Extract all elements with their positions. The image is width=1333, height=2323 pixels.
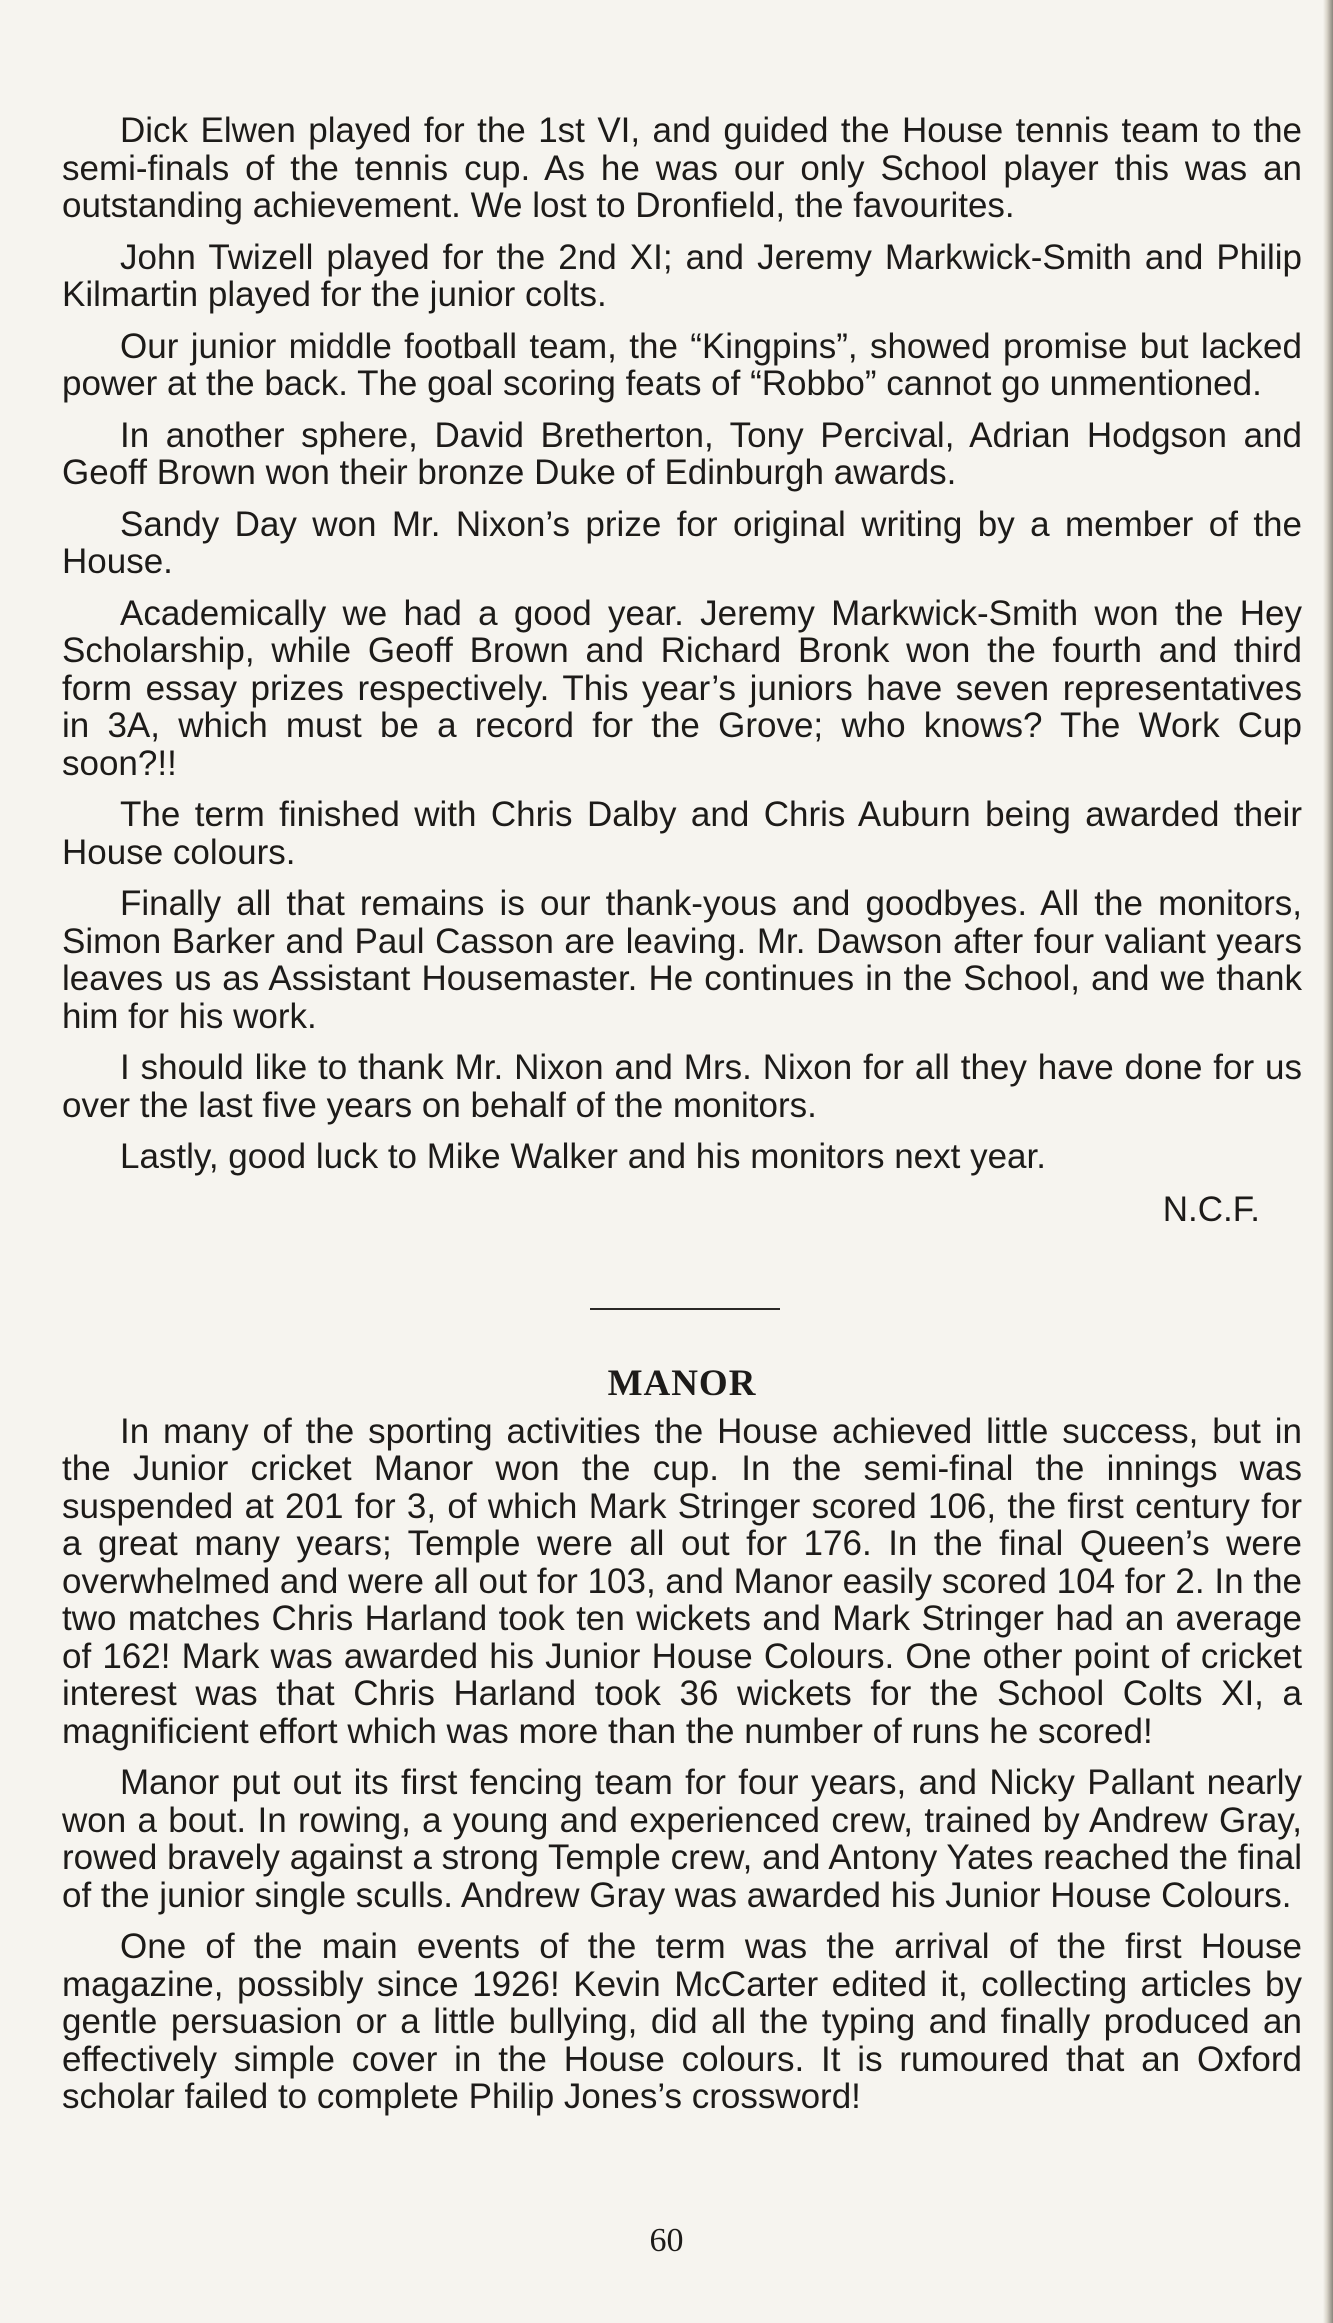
page-body <box>62 112 1302 2130</box>
grove-paragraph: Finally all that remains is our thank-yous and goodbyes. All the monitors, Simon Barker and Paul Casson are leaving. Mr. Dawson after four valiant years leaves us as Assistant Housemaster. He continues in the School, and we thank him for his work. <box>62 884 1302 1036</box>
grove-paragraph: John Twizell played for the 2nd XI; and Jeremy Markwick-Smith and Philip Kilmartin played for the junior colts. <box>62 237 1302 314</box>
grove-paragraph: Lastly, good luck to Mike Walker and his monitors next year. <box>120 1137 1046 1176</box>
page-edge-shadow <box>1323 0 1333 2323</box>
page-number: 60 <box>649 2222 684 2259</box>
grove-paragraph: Our junior middle football team, the “Kingpins”, showed promise but lacked power at the back. The goal scoring feats of “Robbo” cannot go unmentioned. <box>62 326 1302 403</box>
grove-paragraph: The term finished with Chris Dalby and Chris Auburn being awarded their House colours. <box>62 795 1302 872</box>
section-divider <box>590 1308 780 1310</box>
grove-paragraph: Sandy Day won Mr. Nixon’s prize for original writing by a member of the House. <box>62 504 1302 581</box>
grove-paragraph: Dick Elwen played for the 1st VI, and guided the House tennis team to the semi-finals of the tennis cup. As he was our only School player this was an outstanding achievement. We lost to Dronfield, the favourites. <box>62 111 1302 225</box>
manor-paragraph: Manor put out its first fencing team for four years, and Nicky Pallant nearly won a bout. In rowing, a young and experienced crew, trained by Andrew Gray, rowed bravely against a strong Temple crew, and Antony Yates reached the final of the junior single sculls. Andrew Gray was awarded his Junior House Colours. <box>62 1763 1302 1915</box>
grove-paragraph: In another sphere, David Bretherton, Tony Percival, Adrian Hodgson and Geoff Brown won their bronze Duke of Edinburgh awards. <box>62 415 1302 492</box>
manor-paragraph: In many of the sporting activities the House achieved little success, but in the Junior cricket Manor won the cup. In the semi-final the innings was suspended at 201 for 3, of which Mark Stringer scored 106, the first century for a great many years; Temple were all out for 176. In the final Queen’s were overwhelmed and were all out for 103, and Manor easily scored 104 for 2. In the two matches Chris Harland took ten wickets and Mark Stringer had an average of 162! Mark was awarded his Junior House Colours. One other point of cricket interest was that Chris Harland took 36 wickets for the School Colts XI, a magnificient effort which was more than the number of runs he scored! <box>62 1411 1302 1751</box>
grove-paragraph: I should like to thank Mr. Nixon and Mrs. Nixon for all they have done for us over the last five years on behalf of the monitors. <box>62 1048 1302 1125</box>
manor-paragraph: One of the main events of the term was the arrival of the first House magazine, possibly since 1926! Kevin McCarter edited it, collecting articles by gentle persuasion or a little bullying, did all the typing and finally produced an effectively simple cover in the House colours. It is rumoured that an Oxford scholar failed to complete Philip Jones’s crossword! <box>62 1927 1302 2116</box>
grove-signoff: N.C.F. <box>1162 1189 1260 1229</box>
grove-paragraph: Academically we had a good year. Jeremy Markwick-Smith won the Hey Scholarship, while Geoff Brown and Richard Bronk won the fourth and third form essay prizes respectively. This year’s juniors have seven representatives in 3A, which must be a record for the Grove; who knows? The Work Cup soon?!! <box>62 593 1302 783</box>
manor-heading: MANOR <box>607 1362 757 1404</box>
